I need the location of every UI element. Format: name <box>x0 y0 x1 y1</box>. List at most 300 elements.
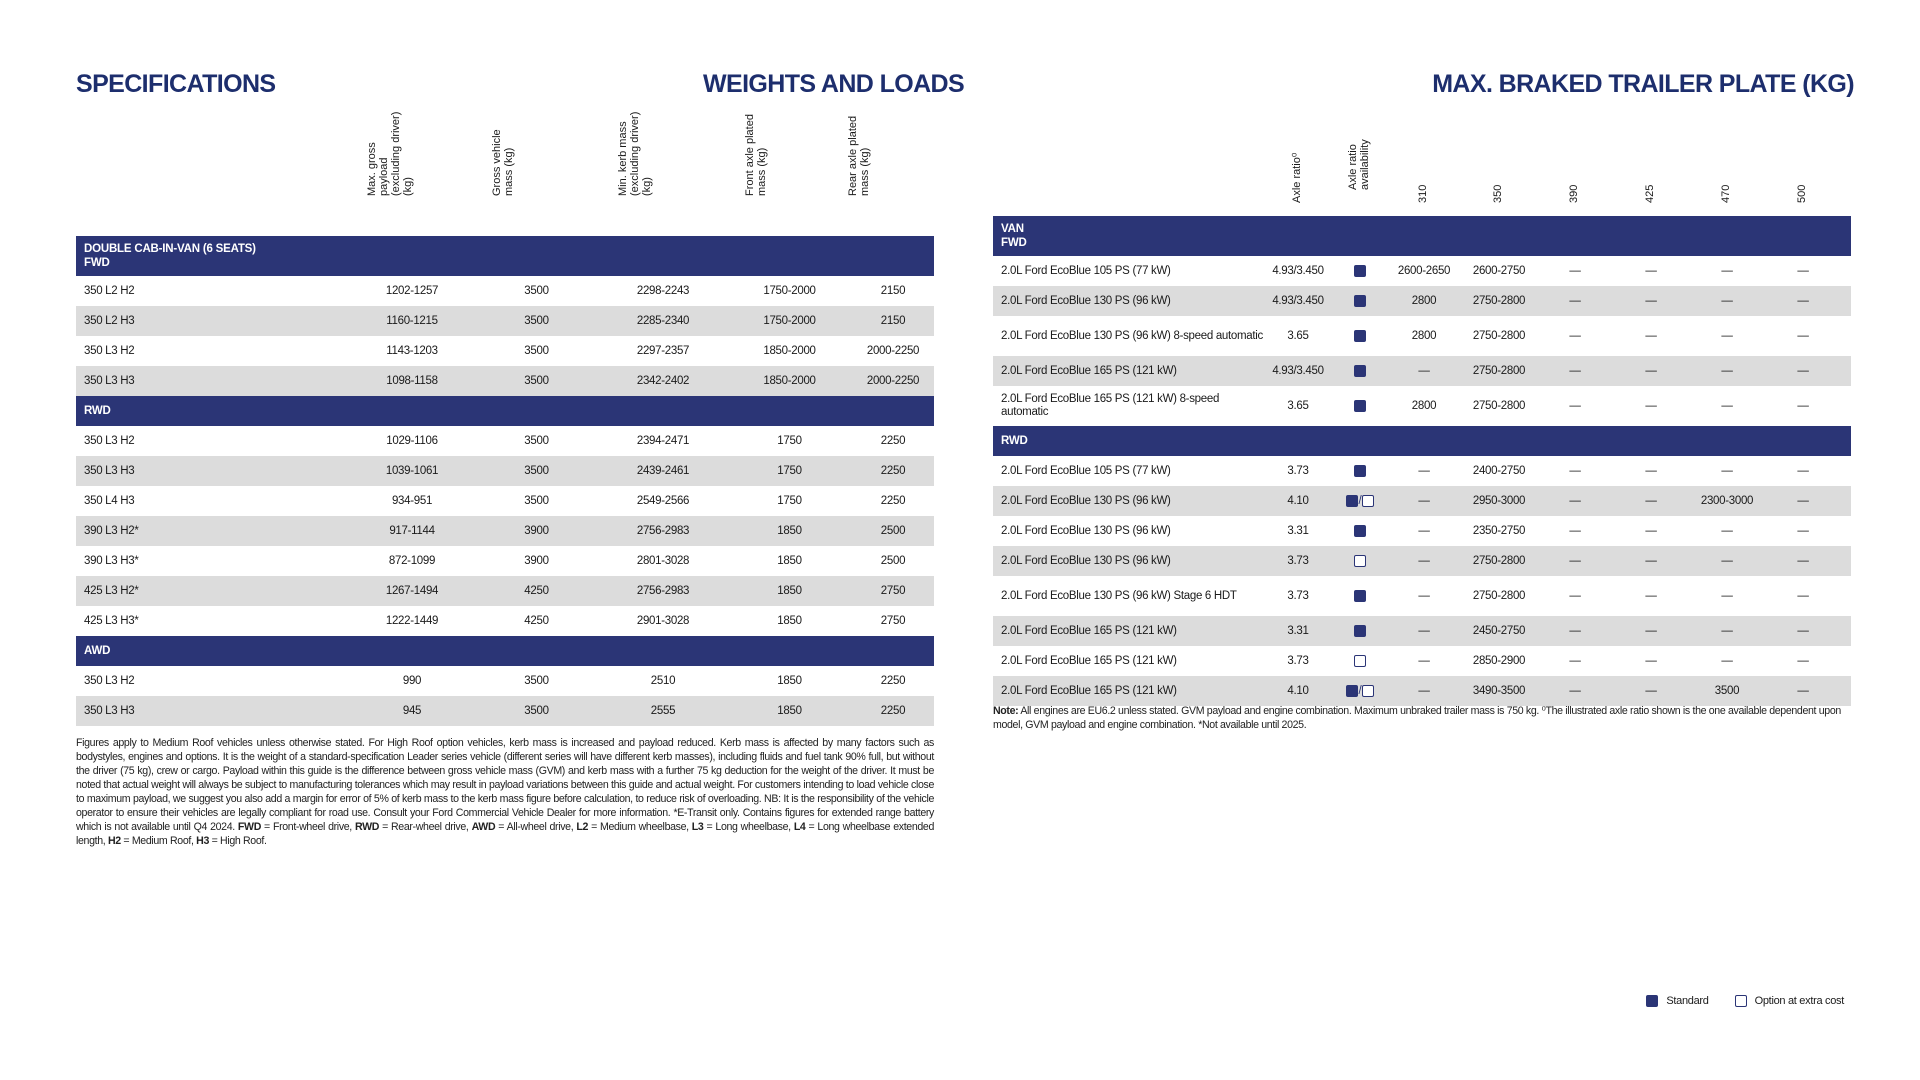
availability-cell <box>1333 625 1387 637</box>
trailer-value-cell: — <box>1418 590 1430 602</box>
engine-cell: 2.0L Ford EcoBlue 165 PS (121 kW) <box>1001 624 1177 637</box>
trailer-value-cell: — <box>1569 525 1581 537</box>
trailer-value-cell: — <box>1721 465 1733 477</box>
value-cell: 2250 <box>880 705 906 717</box>
axle-ratio-cell: 3.73 <box>1287 590 1309 602</box>
value-cell: 3500 <box>524 435 549 447</box>
model-cell: 350 L3 H2 <box>84 435 135 447</box>
table-row <box>76 366 934 396</box>
value-cell: 2000-2250 <box>866 345 920 357</box>
standard-square-icon <box>1346 685 1358 697</box>
standard-square-icon <box>1646 995 1658 1007</box>
table-row <box>76 606 934 636</box>
value-cell: 1750-2000 <box>763 285 816 297</box>
value-cell: 1029-1106 <box>386 435 438 447</box>
trailer-value-cell: 2350-2750 <box>1472 525 1526 537</box>
value-cell: 3500 <box>524 495 549 507</box>
axle-ratio-cell: 3.65 <box>1287 400 1309 412</box>
table-row <box>76 516 934 546</box>
value-cell: 1750 <box>777 465 802 477</box>
column-header: Axle ratio⁰ <box>1291 152 1303 203</box>
engine-cell: 2.0L Ford EcoBlue 130 PS (96 kW) 8-speed automatic <box>1001 329 1263 342</box>
abbr-term: L3 <box>691 821 704 833</box>
value-cell: 2756-2983 <box>636 585 690 597</box>
trailer-value-cell: 2750-2800 <box>1472 330 1526 342</box>
value-cell: 1850-2000 <box>763 345 816 357</box>
table-row <box>993 576 1851 616</box>
availability-cell <box>1333 555 1387 567</box>
note-text: = Long wheelbase extended length, <box>76 821 935 847</box>
section-subtitle: FWD <box>84 257 110 269</box>
trailer-value-cell: 2400-2750 <box>1472 465 1526 477</box>
availability-cell <box>1333 495 1387 507</box>
trailer-value-cell: — <box>1645 685 1657 697</box>
availability-indicator <box>1354 465 1366 477</box>
value-cell: 872-1099 <box>388 555 436 567</box>
availability-indicator <box>1346 495 1375 507</box>
value-cell: 1850 <box>777 525 802 537</box>
column-header: 470 <box>1720 184 1732 203</box>
value-cell: 1750 <box>777 435 802 447</box>
availability-indicator <box>1346 685 1375 697</box>
legend <box>1646 995 1844 1007</box>
availability-indicator <box>1354 400 1366 412</box>
model-cell: 425 L3 H3* <box>84 615 139 627</box>
trailer-value-cell: — <box>1797 365 1809 377</box>
note-text: = Front-wheel drive, <box>261 821 355 833</box>
section-header <box>76 396 934 426</box>
column-header: 350 <box>1492 184 1504 203</box>
standard-square-icon <box>1354 465 1366 477</box>
column-header: Max. gross payload (excluding driver) (kg) <box>366 111 414 196</box>
trailer-value-cell: — <box>1721 265 1733 277</box>
availability-indicator <box>1354 265 1366 277</box>
trailer-value-cell: — <box>1721 365 1733 377</box>
model-cell: 350 L3 H2 <box>84 675 135 687</box>
availability-cell <box>1333 590 1387 602</box>
value-cell: 917-1144 <box>389 525 435 537</box>
table-row <box>993 316 1851 356</box>
trailer-value-cell: — <box>1797 525 1809 537</box>
legend-standard-label: Standard <box>1666 995 1709 1007</box>
availability-indicator <box>1354 590 1366 602</box>
value-cell: 1850 <box>777 705 802 717</box>
note-text: Figures apply to Medium Roof vehicles unless otherwise stated. For High Roof option vehicles, kerb mass is increased and payload reduced. Kerb mass is affected by many factors such as bodystyles, engines and options. It is the weight of a standard-specification Leader series vehicle (different series will have different kerb masses), including fluids and fuel tank 90% full, but without the driver (75 kg), crew or cargo. Payload within this guide is the difference between gross vehicle mass (GVM) and kerb mass with a further 75 kg deduction for the weight of the driver. It must be noted that actual weight will always be subject to manufacturing tolerances which may result in payload variations between this guide and actual weight. For customers intending to load vehicle close to maximum payload, we suggest you also add a margin for error of 5% of kerb mass to the kerb mass figure before calculation, to reduce risk of overloading. NB: It is the responsibility of the vehicle operator to ensure their vehicles are legally compliant for road use. Consult your Ford Commercial Vehicle Dealer for more information. *E-Transit only. Contains figures for extended range battery which is not available until Q4 2024. <box>76 737 934 833</box>
section-header <box>993 426 1851 456</box>
section-header <box>76 636 934 666</box>
trailer-value-cell: — <box>1569 295 1581 307</box>
model-cell: 350 L3 H3 <box>84 705 135 717</box>
note-text: = Medium wheelbase, <box>588 821 692 833</box>
trailer-value-cell: — <box>1645 590 1657 602</box>
value-cell: 2500 <box>880 555 906 567</box>
trailer-value-cell: — <box>1645 555 1657 567</box>
max-braked-trailer-title: MAX. BRAKED TRAILER PLATE (KG) <box>1432 70 1854 98</box>
axle-ratio-cell: 3.73 <box>1287 655 1309 667</box>
abbr-term: RWD <box>354 821 380 833</box>
column-header: 500 <box>1796 184 1808 203</box>
value-cell: 934-951 <box>391 495 433 507</box>
table-row <box>993 256 1851 286</box>
trailer-value-cell: 2750-2800 <box>1472 295 1526 307</box>
availability-cell <box>1333 295 1387 307</box>
trailer-value-cell: 2750-2800 <box>1472 365 1526 377</box>
axle-ratio-cell: 3.65 <box>1287 330 1309 342</box>
axle-ratio-cell: 3.31 <box>1287 625 1309 637</box>
value-cell: 1202-1257 <box>385 285 439 297</box>
value-cell: 2555 <box>650 705 676 717</box>
column-header: 390 <box>1568 184 1580 203</box>
value-cell: 2801-3028 <box>636 555 690 567</box>
table-row <box>993 616 1851 646</box>
trailer-value-cell: — <box>1645 495 1657 507</box>
standard-square-icon <box>1354 365 1366 377</box>
specifications-title: SPECIFICATIONS <box>76 70 276 98</box>
trailer-value-cell: — <box>1569 625 1581 637</box>
standard-square-icon <box>1346 495 1358 507</box>
engine-cell: 2.0L Ford EcoBlue 165 PS (121 kW) <box>1001 364 1177 377</box>
value-cell: 2250 <box>880 495 906 507</box>
value-cell: 3500 <box>524 345 549 357</box>
engine-cell: 2.0L Ford EcoBlue 165 PS (121 kW) 8-speed automatic <box>1001 393 1220 418</box>
value-cell: 2439-2461 <box>636 465 690 477</box>
trailer-value-cell: — <box>1721 525 1733 537</box>
trailer-value-cell: — <box>1418 495 1430 507</box>
standard-square-icon <box>1354 625 1366 637</box>
table-row <box>76 696 934 726</box>
trailer-value-cell: 2750-2800 <box>1472 590 1526 602</box>
engine-cell: 2.0L Ford EcoBlue 165 PS (121 kW) <box>1001 684 1177 697</box>
trailer-value-cell: — <box>1418 685 1430 697</box>
value-cell: 2150 <box>880 315 906 327</box>
value-cell: 1222-1449 <box>385 615 439 627</box>
axle-ratio-cell: 3.73 <box>1287 555 1309 567</box>
value-cell: 1160-1215 <box>386 315 438 327</box>
value-cell: 3500 <box>524 465 549 477</box>
column-header: Gross vehicle mass (kg) <box>490 129 515 196</box>
section-title: VAN <box>1001 223 1024 235</box>
trailer-value-cell: — <box>1721 625 1733 637</box>
trailer-value-cell: 2750-2800 <box>1472 555 1526 567</box>
table-row <box>76 456 934 486</box>
engine-cell: 2.0L Ford EcoBlue 105 PS (77 kW) <box>1001 464 1171 477</box>
table-row <box>993 516 1851 546</box>
trailer-value-cell: — <box>1797 625 1809 637</box>
value-cell: 1267-1494 <box>385 585 439 597</box>
axle-ratio-cell: 4.10 <box>1287 495 1309 507</box>
availability-cell <box>1333 685 1387 697</box>
trailer-value-cell: — <box>1797 555 1809 567</box>
trailer-value-cell: — <box>1797 295 1809 307</box>
availability-cell <box>1333 655 1387 667</box>
option-square-icon <box>1735 995 1747 1007</box>
trailer-value-cell: — <box>1569 685 1581 697</box>
standard-square-icon <box>1354 330 1366 342</box>
trailer-value-cell: — <box>1645 265 1657 277</box>
section-title: RWD <box>84 405 111 417</box>
value-cell: 2297-2357 <box>636 345 690 357</box>
availability-indicator <box>1354 365 1366 377</box>
slash-separator: / <box>1358 494 1362 507</box>
value-cell: 3500 <box>524 285 549 297</box>
value-cell: 1850-2000 <box>763 375 816 387</box>
trailer-value-cell: 2800 <box>1411 295 1437 307</box>
trailer-value-cell: — <box>1569 555 1581 567</box>
axle-ratio-cell: 4.93/3.450 <box>1272 365 1324 377</box>
availability-indicator <box>1354 295 1366 307</box>
slash-separator: / <box>1358 684 1362 697</box>
trailer-value-cell: 2450-2750 <box>1472 625 1526 637</box>
engine-cell: 2.0L Ford EcoBlue 105 PS (77 kW) <box>1001 264 1171 277</box>
value-cell: 2298-2243 <box>636 285 690 297</box>
model-cell: 350 L3 H3 <box>84 465 135 477</box>
standard-square-icon <box>1354 295 1366 307</box>
value-cell: 2250 <box>880 465 906 477</box>
axle-ratio-cell: 4.93/3.450 <box>1272 265 1324 277</box>
section-title: AWD <box>84 645 111 657</box>
engine-cell: 2.0L Ford EcoBlue 130 PS (96 kW) <box>1001 554 1171 567</box>
weights-loads-footnote <box>76 736 934 848</box>
option-square-icon <box>1354 555 1366 567</box>
table-row <box>993 486 1851 516</box>
value-cell: 1143-1203 <box>386 345 438 357</box>
value-cell: 3500 <box>524 315 549 327</box>
value-cell: 1098-1158 <box>386 375 438 387</box>
trailer-value-cell: 2800 <box>1411 330 1437 342</box>
engine-cell: 2.0L Ford EcoBlue 130 PS (96 kW) <box>1001 524 1171 537</box>
abbr-term: AWD <box>471 821 496 833</box>
availability-indicator <box>1354 655 1366 667</box>
weights-loads-table <box>76 111 934 726</box>
model-cell: 425 L3 H2* <box>84 585 139 597</box>
abbr-term: L4 <box>793 821 806 833</box>
trailer-value-cell: — <box>1418 465 1430 477</box>
engine-cell: 2.0L Ford EcoBlue 130 PS (96 kW) Stage 6 HDT <box>1001 589 1237 602</box>
value-cell: 2342-2402 <box>636 375 690 387</box>
availability-cell <box>1333 465 1387 477</box>
trailer-value-cell: 3500 <box>1714 685 1740 697</box>
note-text: All engines are EU6.2 unless stated. GVM payload and engine combination. Maximum unbraked trailer mass is 750 kg. ⁰The illustrated axle ratio shown is the one available dependent upon model, GVM payload and engine combination. *Not available until 2025. <box>993 705 1841 731</box>
value-cell: 3500 <box>524 375 549 387</box>
availability-indicator <box>1354 555 1366 567</box>
table-row <box>993 546 1851 576</box>
trailer-plate-footnote <box>993 704 1851 732</box>
availability-indicator <box>1354 625 1366 637</box>
trailer-value-cell: 3490-3500 <box>1472 685 1526 697</box>
axle-ratio-cell: 4.10 <box>1287 685 1309 697</box>
value-cell: 1850 <box>777 555 802 567</box>
value-cell: 2901-3028 <box>636 615 690 627</box>
model-cell: 350 L4 H3 <box>84 495 135 507</box>
table-row <box>993 456 1851 486</box>
trailer-value-cell: — <box>1569 330 1581 342</box>
trailer-value-cell: 2950-3000 <box>1472 495 1526 507</box>
axle-ratio-cell: 3.31 <box>1287 525 1309 537</box>
note-text: = Medium Roof, <box>120 835 197 847</box>
value-cell: 2000-2250 <box>866 375 920 387</box>
value-cell: 2394-2471 <box>636 435 690 447</box>
note-text: = Long wheelbase, <box>703 821 794 833</box>
option-square-icon <box>1362 495 1374 507</box>
column-header: 425 <box>1644 184 1656 203</box>
model-cell: 350 L2 H3 <box>84 315 135 327</box>
trailer-plate-header <box>993 139 1851 216</box>
value-cell: 2250 <box>880 435 906 447</box>
model-cell: 390 L3 H3* <box>84 555 139 567</box>
trailer-value-cell: — <box>1645 525 1657 537</box>
value-cell: 2756-2983 <box>636 525 690 537</box>
weights-loads-header <box>76 111 934 236</box>
trailer-value-cell: — <box>1645 655 1657 667</box>
weights-and-loads-title: WEIGHTS AND LOADS <box>703 70 965 98</box>
trailer-value-cell: — <box>1721 400 1733 412</box>
trailer-value-cell: — <box>1797 655 1809 667</box>
table-row <box>76 276 934 306</box>
table-row <box>76 666 934 696</box>
trailer-value-cell: — <box>1797 685 1809 697</box>
trailer-value-cell: — <box>1569 495 1581 507</box>
table-row <box>993 356 1851 386</box>
abbr-term: H3 <box>196 835 209 847</box>
abbr-term: H2 <box>107 835 121 847</box>
table-row <box>76 546 934 576</box>
column-header: 310 <box>1417 184 1429 203</box>
legend-option-label: Option at extra cost <box>1754 995 1844 1007</box>
column-header: Axle ratio availability <box>1347 139 1371 190</box>
value-cell: 4250 <box>524 615 549 627</box>
availability-cell <box>1333 525 1387 537</box>
engine-cell: 2.0L Ford EcoBlue 165 PS (121 kW) <box>1001 654 1177 667</box>
abbr-term: L2 <box>576 821 589 833</box>
availability-indicator <box>1354 525 1366 537</box>
standard-square-icon <box>1354 525 1366 537</box>
model-cell: 350 L3 H2 <box>84 345 135 357</box>
section-subtitle: FWD <box>1001 237 1027 249</box>
standard-square-icon <box>1354 400 1366 412</box>
value-cell: 2549-2566 <box>636 495 690 507</box>
abbr-term: FWD <box>237 821 261 833</box>
trailer-value-cell: — <box>1797 330 1809 342</box>
model-cell: 390 L3 H2* <box>84 525 139 537</box>
section-header <box>993 216 1851 256</box>
note-label: Note: <box>993 705 1019 717</box>
trailer-value-cell: — <box>1569 655 1581 667</box>
trailer-value-cell: — <box>1645 465 1657 477</box>
availability-cell <box>1333 330 1387 342</box>
axle-ratio-cell: 3.73 <box>1287 465 1309 477</box>
table-row <box>993 676 1851 706</box>
axle-ratio-cell: 4.93/3.450 <box>1272 295 1324 307</box>
value-cell: 4250 <box>524 585 549 597</box>
value-cell: 1750-2000 <box>763 315 816 327</box>
value-cell: 1850 <box>777 615 802 627</box>
value-cell: 2500 <box>880 525 906 537</box>
value-cell: 2250 <box>880 675 906 687</box>
trailer-value-cell: — <box>1721 330 1733 342</box>
trailer-value-cell: — <box>1569 265 1581 277</box>
standard-square-icon <box>1354 590 1366 602</box>
model-cell: 350 L3 H3 <box>84 375 135 387</box>
option-square-icon <box>1354 655 1366 667</box>
trailer-value-cell: — <box>1797 265 1809 277</box>
trailer-value-cell: 2750-2800 <box>1472 400 1526 412</box>
table-row <box>76 336 934 366</box>
value-cell: 1750 <box>777 495 802 507</box>
value-cell: 990 <box>402 675 422 687</box>
section-title: DOUBLE CAB-IN-VAN (6 SEATS) <box>84 243 256 255</box>
trailer-value-cell: — <box>1569 400 1581 412</box>
trailer-value-cell: 2600-2650 <box>1397 265 1451 277</box>
value-cell: 1850 <box>777 585 802 597</box>
value-cell: 1850 <box>777 675 802 687</box>
trailer-value-cell: — <box>1418 655 1430 667</box>
trailer-value-cell: — <box>1797 465 1809 477</box>
section-header <box>76 236 934 276</box>
trailer-value-cell: — <box>1569 465 1581 477</box>
value-cell: 945 <box>402 705 422 717</box>
note-text: = All-wheel drive, <box>495 821 577 833</box>
standard-square-icon <box>1354 265 1366 277</box>
trailer-value-cell: — <box>1418 625 1430 637</box>
table-row <box>993 386 1851 426</box>
column-header: Front axle plated mass (kg) <box>743 114 768 196</box>
table-row <box>76 426 934 456</box>
table-row <box>76 306 934 336</box>
value-cell: 2750 <box>880 585 906 597</box>
trailer-value-cell: — <box>1569 365 1581 377</box>
value-cell: 3900 <box>524 555 549 567</box>
trailer-plate-table <box>993 139 1851 706</box>
trailer-value-cell: — <box>1569 590 1581 602</box>
trailer-value-cell: — <box>1721 295 1733 307</box>
column-header: Rear axle plated mass (kg) <box>847 115 871 196</box>
column-header: Min. kerb mass (excluding driver) (kg) <box>617 111 653 196</box>
table-row <box>993 286 1851 316</box>
note-text: = High Roof. <box>209 835 267 847</box>
trailer-value-cell: — <box>1645 400 1657 412</box>
availability-cell <box>1333 265 1387 277</box>
trailer-value-cell: — <box>1797 400 1809 412</box>
value-cell: 2285-2340 <box>636 315 690 327</box>
availability-cell <box>1333 400 1387 412</box>
trailer-value-cell: — <box>1721 655 1733 667</box>
value-cell: 3900 <box>524 525 549 537</box>
trailer-value-cell: 2300-3000 <box>1700 495 1754 507</box>
trailer-value-cell: — <box>1645 330 1657 342</box>
trailer-value-cell: 2800 <box>1411 400 1437 412</box>
availability-cell <box>1333 365 1387 377</box>
trailer-value-cell: — <box>1418 525 1430 537</box>
trailer-value-cell: — <box>1721 555 1733 567</box>
note-text: = Rear-wheel drive, <box>379 821 472 833</box>
value-cell: 3500 <box>524 675 549 687</box>
option-square-icon <box>1362 685 1374 697</box>
table-row <box>993 646 1851 676</box>
trailer-value-cell: — <box>1721 590 1733 602</box>
trailer-value-cell: — <box>1645 295 1657 307</box>
engine-cell: 2.0L Ford EcoBlue 130 PS (96 kW) <box>1001 494 1171 507</box>
model-cell: 350 L2 H2 <box>84 285 135 297</box>
section-title: RWD <box>1001 435 1028 447</box>
trailer-value-cell: 2600-2750 <box>1472 265 1526 277</box>
value-cell: 2750 <box>880 615 906 627</box>
trailer-value-cell: 2850-2900 <box>1472 655 1526 667</box>
table-row <box>76 576 934 606</box>
trailer-value-cell: — <box>1645 365 1657 377</box>
engine-cell: 2.0L Ford EcoBlue 130 PS (96 kW) <box>1001 294 1171 307</box>
trailer-value-cell: — <box>1797 495 1809 507</box>
availability-indicator <box>1354 330 1366 342</box>
